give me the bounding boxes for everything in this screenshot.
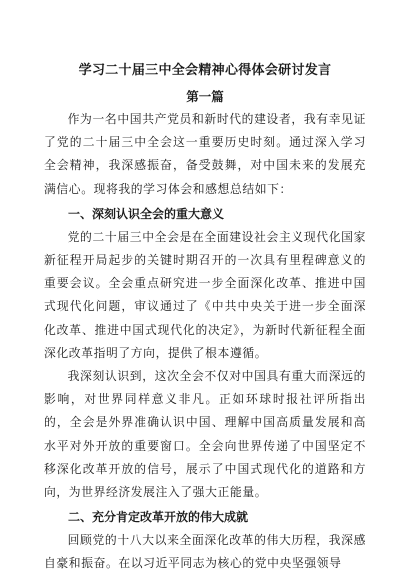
paragraph-world-impact: 我深刻认识到，这次全会不仅对中国具有重大而深远的影响，对世界同样意义非凡。正如环球时报社评所指出的，全会是外界准确认识中国、理解中国高质量发展和高水平对外开放的重要窗口。全会向世界传递了中国坚定不移深化改革开放的信号，展示了中国式现代化的道路和方向，为世界经济发展注入了强大正能量。: [44, 369, 366, 500]
paragraph-significance: 党的二十届三中全会是在全面建设社会主义现代化国家新征程开局起步的关键时期召开的一次具有里程碑意义的重要会议。全会重点研究进一步全面深化改革、推进中国式现代化问题，审议通过了《中共中央关于进一步全面深化改革、推进中国式现代化的决定》，为新时代新征程全面深化改革指明了方向，提供了根本遵循。: [44, 229, 366, 360]
document-title: 学习二十届三中全会精神心得体会研讨发言: [78, 63, 332, 78]
section-heading-1: 一、深刻认识全会的重大意义: [68, 206, 225, 221]
paragraph-review: 回顾党的十八大以来全面深化改革的伟大历程，我深感自豪和振奋。在以习近平同志为核心的党中央坚强领导: [44, 533, 366, 571]
part-title: 第一篇: [186, 89, 224, 104]
section-heading-2: 二、充分肯定改革开放的伟大成就: [68, 510, 249, 525]
paragraph-intro: 作为一名中国共产党员和新时代的建设者，我有幸见证了党的二十届三中全会这一重要历史时刻。通过深入学习全会精神，我深感振奋，备受鼓舞，对中国未来的发展充满信心。现将我的学习体会和感想总结如下：: [44, 112, 366, 196]
